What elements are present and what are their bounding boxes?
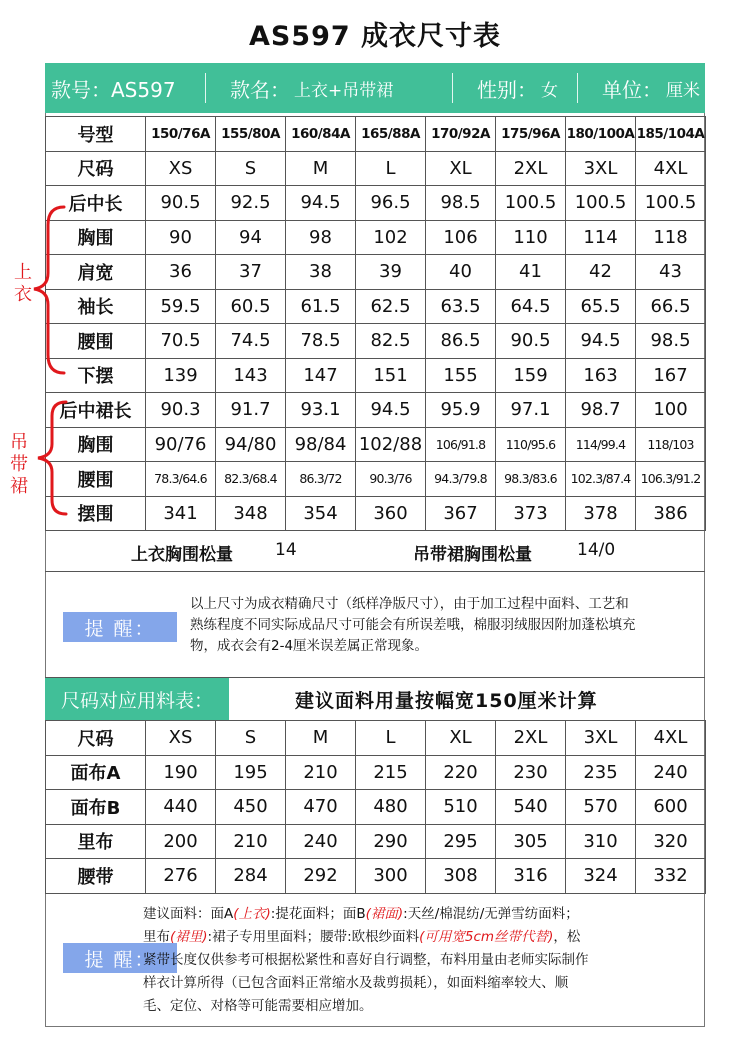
table-cell: 63.5: [426, 289, 496, 324]
reminder-line: 熟练程度不同实际成品尺寸可能会有所误差哦，棉服羽绒服因附加蓬松填充: [190, 617, 636, 633]
table-cell: 316: [496, 859, 566, 894]
table-cell: 98.5: [426, 186, 496, 221]
top-ease-value: 14: [275, 540, 297, 560]
table-cell: XL: [426, 721, 496, 756]
table-cell: 102: [356, 220, 426, 255]
table-cell: 92.5: [216, 186, 286, 221]
table-cell: 4XL: [636, 151, 706, 186]
table-cell: 106/91.8: [426, 427, 496, 462]
info-bar: [45, 63, 705, 113]
table-row: [46, 462, 706, 497]
table-cell: 373: [496, 496, 566, 531]
table-cell: 240: [286, 824, 356, 859]
row-label: 胸围: [46, 220, 146, 255]
reminder-line: 物，成衣会有2-4厘米误差属正常现象。: [190, 638, 429, 654]
table-cell: 290: [356, 824, 426, 859]
table-cell: 170/92A: [426, 117, 496, 152]
row-label: 腰围: [46, 324, 146, 359]
table-cell: 78.3/64.6: [146, 462, 216, 497]
table-row: [46, 324, 706, 359]
table-cell: 39: [356, 255, 426, 290]
table-cell: 98.5: [636, 324, 706, 359]
reminder-badge: 提 醒：: [63, 612, 177, 642]
table-cell: 118: [636, 220, 706, 255]
table-cell: 470: [286, 790, 356, 825]
table-cell: 95.9: [426, 393, 496, 428]
table-cell: 215: [356, 755, 426, 790]
gender-label: 性别：: [477, 77, 537, 102]
table-row: [46, 859, 706, 894]
table-cell: 102/88: [356, 427, 426, 462]
suggestion-highlight: (上衣): [233, 906, 271, 922]
table-cell: 90.3/76: [356, 462, 426, 497]
table-cell: M: [286, 151, 356, 186]
table-row: [46, 151, 706, 186]
unit: [578, 63, 704, 113]
row-label: 腰围: [46, 462, 146, 497]
table-cell: 42: [566, 255, 636, 290]
row-label: 里布: [46, 824, 146, 859]
suggestion-part: :提花面料；面B: [270, 906, 366, 922]
unit-value: 厘米: [666, 80, 700, 101]
row-label: 面布B: [46, 790, 146, 825]
table-cell: 147: [286, 358, 356, 393]
table-row: [46, 496, 706, 531]
table-cell: 360: [356, 496, 426, 531]
table-cell: 82.5: [356, 324, 426, 359]
fabric-header: [45, 678, 705, 720]
table-cell: L: [356, 721, 426, 756]
table-cell: 90.5: [146, 186, 216, 221]
table-cell: 60.5: [216, 289, 286, 324]
table-cell: 100.5: [636, 186, 706, 221]
style-name: [206, 63, 452, 113]
table-cell: 40: [426, 255, 496, 290]
reminder-note-1: [45, 572, 705, 678]
row-label: 尺码: [46, 721, 146, 756]
table-cell: 110/95.6: [496, 427, 566, 462]
table-cell: 510: [426, 790, 496, 825]
table-cell: 240: [636, 755, 706, 790]
table-cell: 155/80A: [216, 117, 286, 152]
row-label: 下摆: [46, 358, 146, 393]
table-cell: 100: [636, 393, 706, 428]
table-cell: 78.5: [286, 324, 356, 359]
table-cell: 300: [356, 859, 426, 894]
table-cell: 94.5: [286, 186, 356, 221]
table-cell: 2XL: [496, 721, 566, 756]
suggestion-line: 样衣计算所得（已包含面料正常缩水及裁剪损耗），如面料缩率较大、顺: [143, 975, 569, 991]
table-cell: 570: [566, 790, 636, 825]
table-cell: 292: [286, 859, 356, 894]
table-cell: 276: [146, 859, 216, 894]
table-cell: 180/100A: [566, 117, 636, 152]
fabric-title: 建议面料用量按幅宽150厘米计算: [295, 690, 598, 712]
table-row: [46, 117, 706, 152]
row-label: 面布A: [46, 755, 146, 790]
ease-row: [45, 530, 705, 572]
size-table: [45, 116, 706, 531]
table-cell: 324: [566, 859, 636, 894]
table-cell: S: [216, 151, 286, 186]
table-cell: 41: [496, 255, 566, 290]
table-cell: 110: [496, 220, 566, 255]
dress-brace-icon: [32, 400, 72, 516]
row-label: 后中长: [46, 186, 146, 221]
table-cell: 86.5: [426, 324, 496, 359]
reminder-badge: 提 醒：: [63, 943, 177, 973]
fabric-suggestion-text: [143, 903, 693, 1018]
table-cell: 230: [496, 755, 566, 790]
table-cell: 61.5: [286, 289, 356, 324]
table-cell: 386: [636, 496, 706, 531]
suggestion-line: [143, 903, 693, 926]
table-cell: 106: [426, 220, 496, 255]
table-row: [46, 755, 706, 790]
table-cell: 305: [496, 824, 566, 859]
suggestion-line: 毛、定位、对格等可能需要相应增加。: [143, 998, 373, 1014]
table-cell: 341: [146, 496, 216, 531]
style-name-value: 上衣+吊带裙: [294, 80, 394, 101]
table-cell: 600: [636, 790, 706, 825]
table-row: [46, 427, 706, 462]
gender-value: 女: [541, 80, 558, 101]
table-cell: 378: [566, 496, 636, 531]
style-number: [45, 63, 205, 113]
table-cell: 86.3/72: [286, 462, 356, 497]
table-cell: 65.5: [566, 289, 636, 324]
table-cell: 38: [286, 255, 356, 290]
table-cell: 167: [636, 358, 706, 393]
suggestion-highlight: (裙面): [365, 906, 404, 922]
top-brace-icon: [30, 205, 70, 375]
table-cell: 98.7: [566, 393, 636, 428]
info-divider: [577, 73, 578, 103]
table-cell: 332: [636, 859, 706, 894]
table-cell: 235: [566, 755, 636, 790]
table-cell: 2XL: [496, 151, 566, 186]
table-cell: 440: [146, 790, 216, 825]
table-cell: 70.5: [146, 324, 216, 359]
table-cell: 143: [216, 358, 286, 393]
table-cell: 94.5: [566, 324, 636, 359]
table-cell: 62.5: [356, 289, 426, 324]
table-cell: 155: [426, 358, 496, 393]
table-cell: 284: [216, 859, 286, 894]
row-label: 腰带: [46, 859, 146, 894]
table-cell: 200: [146, 824, 216, 859]
table-cell: 295: [426, 824, 496, 859]
info-divider: [205, 73, 206, 103]
suggestion-part: ，松: [553, 929, 581, 945]
row-label: 尺码: [46, 151, 146, 186]
table-cell: 3XL: [566, 151, 636, 186]
table-row: [46, 790, 706, 825]
row-label: 袖长: [46, 289, 146, 324]
gender: [453, 63, 577, 113]
table-cell: 308: [426, 859, 496, 894]
group-label-top-char: 衣: [14, 284, 32, 305]
table-row: [46, 721, 706, 756]
suggestion-line: 紧带长度仅供参考可根据松紧性和喜好自行调整，布料用量由老师实际制作: [143, 952, 589, 968]
table-cell: 480: [356, 790, 426, 825]
table-cell: 93.1: [286, 393, 356, 428]
table-row: [46, 824, 706, 859]
table-row: [46, 358, 706, 393]
table-cell: 98: [286, 220, 356, 255]
style-name-label: 款名：: [230, 77, 290, 102]
table-cell: M: [286, 721, 356, 756]
table-cell: 106.3/91.2: [636, 462, 706, 497]
table-cell: 100.5: [496, 186, 566, 221]
reminder-line: 以上尺寸为成衣精确尺寸（纸样净版尺寸），由于加工过程中面料、工艺和: [190, 596, 629, 612]
table-cell: 90.5: [496, 324, 566, 359]
table-cell: 175/96A: [496, 117, 566, 152]
table-cell: 90: [146, 220, 216, 255]
table-cell: 100.5: [566, 186, 636, 221]
suggestion-highlight: (可用宽5cm丝带代替): [419, 929, 554, 945]
table-cell: 3XL: [566, 721, 636, 756]
group-label-top-char: 上: [14, 262, 32, 283]
table-cell: XS: [146, 721, 216, 756]
dress-ease-value: 14/0: [577, 540, 616, 560]
fabric-badge: 尺码对应用料表：: [45, 678, 229, 720]
table-cell: 151: [356, 358, 426, 393]
table-cell: 4XL: [636, 721, 706, 756]
group-label-dress-char: 带: [10, 454, 28, 475]
fabric-table: [45, 720, 706, 894]
info-divider: [452, 73, 453, 103]
row-label: 肩宽: [46, 255, 146, 290]
group-label-dress: [8, 432, 30, 498]
table-cell: 118/103: [636, 427, 706, 462]
table-cell: 185/104A: [636, 117, 706, 152]
table-cell: L: [356, 151, 426, 186]
table-cell: 348: [216, 496, 286, 531]
table-row: [46, 393, 706, 428]
table-cell: 159: [496, 358, 566, 393]
suggestion-line: [143, 926, 693, 949]
table-cell: 195: [216, 755, 286, 790]
row-label: 号型: [46, 117, 146, 152]
table-cell: 96.5: [356, 186, 426, 221]
table-cell: 74.5: [216, 324, 286, 359]
table-cell: 139: [146, 358, 216, 393]
table-cell: 82.3/68.4: [216, 462, 286, 497]
group-label-dress-char: 裙: [10, 476, 28, 497]
table-cell: 367: [426, 496, 496, 531]
table-cell: 98/84: [286, 427, 356, 462]
row-label: 后中裙长: [46, 393, 146, 428]
table-cell: 94.5: [356, 393, 426, 428]
table-cell: 37: [216, 255, 286, 290]
table-cell: 94.3/79.8: [426, 462, 496, 497]
table-cell: 310: [566, 824, 636, 859]
reminder-note-2: [45, 893, 705, 1027]
table-cell: 160/84A: [286, 117, 356, 152]
table-cell: 36: [146, 255, 216, 290]
table-cell: 163: [566, 358, 636, 393]
suggestion-highlight: (裙里): [170, 929, 208, 945]
page-title: AS597 成衣尺寸表: [248, 21, 502, 52]
reminder-text: [190, 594, 693, 657]
table-cell: 91.7: [216, 393, 286, 428]
suggestion-part: :裙子专用里面料；腰带:欧根纱面料: [207, 929, 420, 945]
table-cell: 114: [566, 220, 636, 255]
table-cell: 220: [426, 755, 496, 790]
table-cell: S: [216, 721, 286, 756]
table-row: [46, 255, 706, 290]
table-row: [46, 186, 706, 221]
table-row: [46, 289, 706, 324]
dress-ease-label: 吊带裙胸围松量: [413, 545, 532, 565]
table-cell: 450: [216, 790, 286, 825]
suggestion-part: :天丝/棉混纺/无弹雪纺面料；: [403, 906, 579, 922]
table-cell: 150/76A: [146, 117, 216, 152]
table-cell: 90/76: [146, 427, 216, 462]
unit-label: 单位：: [602, 77, 662, 102]
table-cell: 90.3: [146, 393, 216, 428]
row-label: 胸围: [46, 427, 146, 462]
table-cell: 190: [146, 755, 216, 790]
top-ease-label: 上衣胸围松量: [131, 545, 233, 565]
table-cell: 66.5: [636, 289, 706, 324]
style-number-text: 款号：AS597: [51, 77, 176, 102]
table-cell: 114/99.4: [566, 427, 636, 462]
table-cell: 94: [216, 220, 286, 255]
table-cell: 210: [286, 755, 356, 790]
table-cell: XL: [426, 151, 496, 186]
table-cell: 43: [636, 255, 706, 290]
row-label: 摆围: [46, 496, 146, 531]
table-cell: 102.3/87.4: [566, 462, 636, 497]
table-cell: 165/88A: [356, 117, 426, 152]
table-cell: 540: [496, 790, 566, 825]
suggestion-part: 里布: [143, 929, 170, 945]
table-cell: XS: [146, 151, 216, 186]
table-cell: 320: [636, 824, 706, 859]
group-label-dress-char: 吊: [10, 432, 28, 453]
table-cell: 354: [286, 496, 356, 531]
table-cell: 64.5: [496, 289, 566, 324]
suggestion-part: 建议面料：面A: [143, 906, 234, 922]
table-cell: 210: [216, 824, 286, 859]
table-cell: 97.1: [496, 393, 566, 428]
table-row: [46, 220, 706, 255]
table-cell: 94/80: [216, 427, 286, 462]
table-cell: 59.5: [146, 289, 216, 324]
table-cell: 98.3/83.6: [496, 462, 566, 497]
